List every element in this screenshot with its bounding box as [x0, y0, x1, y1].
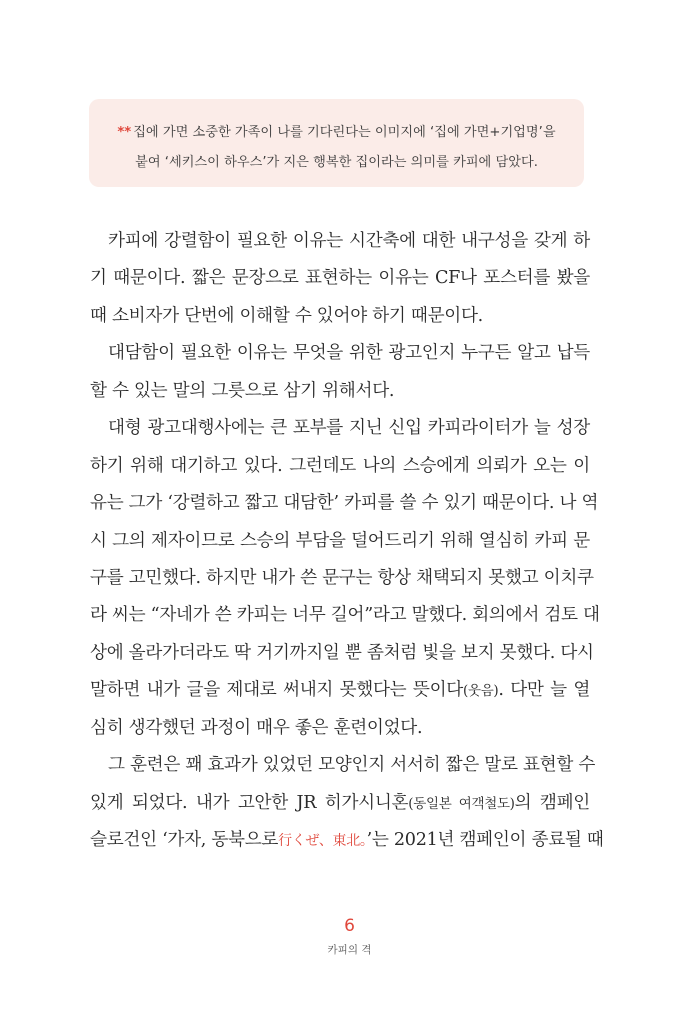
paragraph-4-line-2-text-b: 의 캠페인: [514, 792, 591, 813]
paragraph-3-line-4: 시 그의 제자이므로 스승의 부담을 덜어드리기 위해 열심히 카피 문: [90, 530, 590, 551]
paragraph-4-line-3-text-a: 슬로건인 ‘가자, 동북으로: [90, 830, 279, 850]
paragraph-3-line-8-text-a: 말하면 내가 글을 제대로 써내지 못했다는 뜻이다: [90, 680, 463, 701]
paragraph-3-line-8: [90, 672, 590, 709]
note-text-1: 집에 가면 소중한 가족이 나를 기다린다는 이미지에 ‘집에 가면+기업명’을: [133, 125, 556, 140]
paragraph-4-line-3: [90, 822, 604, 859]
paragraph-3-line-7: 상에 올라가더라도 딱 거기까지일 뿐 좀처럼 빛을 보지 못했다. 다시: [90, 642, 594, 663]
company-annotation: (동일본 여객철도): [408, 795, 515, 812]
paragraph-1-line-1: 카피에 강렬함이 필요한 이유는 시간축에 대한 내구성을 갖게 하: [108, 231, 590, 251]
paragraph-2-line-2: 할 수 있는 말의 그릇으로 삼기 위해서다.: [90, 380, 395, 401]
paragraph-4-line-2: [90, 785, 590, 822]
paragraph-3-line-5: 구를 고민했다. 하지만 내가 쓴 문구는 항상 채택되지 못했고 이치쿠: [90, 567, 594, 588]
body-text: [90, 223, 604, 859]
running-title: 카피의 격: [327, 944, 372, 956]
paragraph-4-line-1: 그 훈련은 꽤 효과가 있었던 모양인지 서서히 짧은 말로 표현할 수: [108, 755, 596, 776]
paragraph-2-line-1: 대담함이 필요한 이유는 무엇을 위한 광고인지 누구든 알고 납득: [108, 343, 590, 364]
laughter-note: (웃음): [462, 683, 499, 700]
paragraph-4-line-3-text-b: ’는 2021년 캠페인이 종료될 때: [366, 830, 604, 850]
page-number: 6: [344, 916, 355, 936]
paragraph-3-line-3: 유는 그가 ‘강렬하고 짧고 대담한’ 카피를 쓸 수 있기 때문이다. 나 역: [90, 493, 599, 514]
editor-note-box: [89, 99, 584, 187]
paragraph-3-line-8-text-b: . 다만 늘 열: [498, 680, 591, 701]
note-asterisk-marker: **: [117, 125, 132, 140]
paragraph-3-line-9: 심히 생각했던 과정이 매우 좋은 훈련이었다.: [90, 717, 423, 738]
paragraph-3-line-6: 라 씨는 “자네가 쓴 카피는 너무 길어”라고 말했다. 회의에서 검토 대: [90, 605, 600, 626]
paragraph-3-line-2: 하기 위해 대기하고 있다. 그런데도 나의 스승에게 의뢰가 오는 이: [90, 455, 590, 476]
note-line-1: [99, 118, 574, 148]
japanese-slogan: 行くぜ、東北。: [278, 833, 367, 849]
paragraph-3-line-1: 대형 광고대행사에는 큰 포부를 지닌 신입 카피라이터가 늘 성장: [108, 418, 590, 439]
paragraph-4-line-2-text-a: 있게 되었다. 내가 고안한 JR 히가시니혼: [90, 792, 409, 813]
paragraph-1-line-2: 기 때문이다. 짧은 문장으로 표현하는 이유는 CF나 포스터를 봤을: [90, 268, 590, 289]
note-line-2: 붙여 ‘세키스이 하우스’가 지은 행복한 집이라는 의미를 카피에 담았다.: [135, 155, 538, 170]
paragraph-1-line-3: 때 소비자가 단번에 이해할 수 있어야 하기 때문이다.: [90, 305, 483, 326]
